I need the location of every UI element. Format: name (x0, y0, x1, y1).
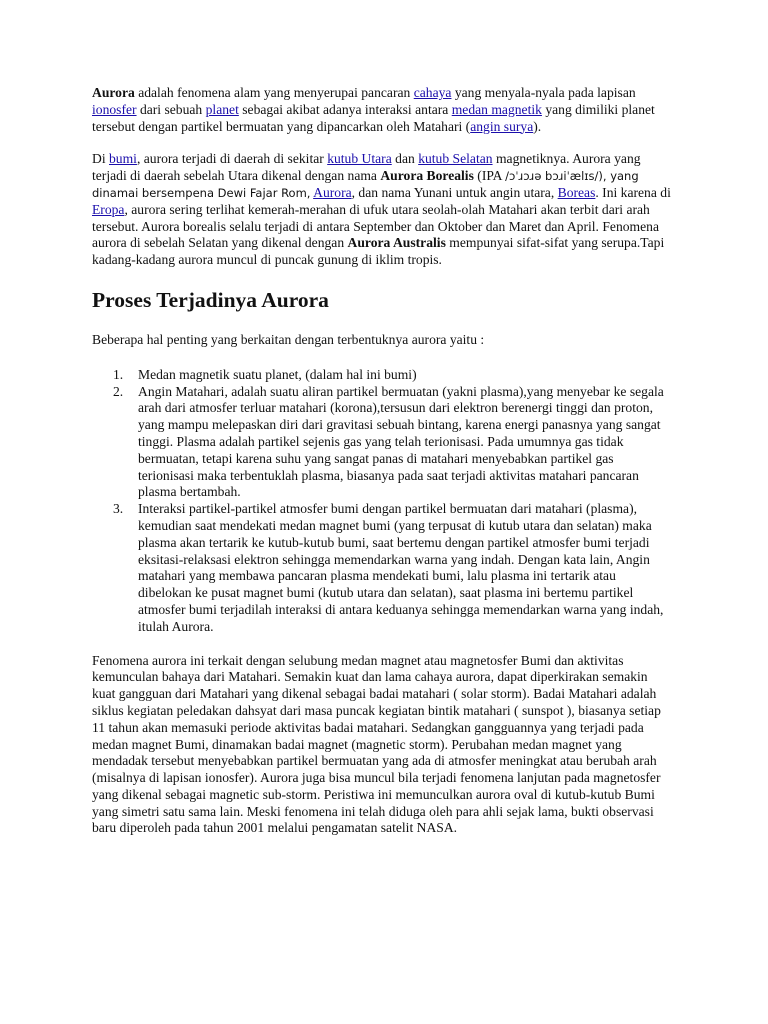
term-aurora: Aurora (92, 85, 135, 100)
section-heading: Proses Terjadinya Aurora (92, 287, 329, 312)
list-item-text: Angin Matahari, adalah suatu aliran partikel bermuatan (yakni plasma),yang menyebar ke segala arah dari atmosfer terluar matahari (korona),tersusun dari elektron berenergi tinggi dan proton, yang mampu melepaskan diri dari gravitasi sebuah bintang, karena energi panasnya yang sangat tinggi. Plasma adalah partikel sejenis gas yang telah terionisasi. Pada umumnya gas tidak bermuatan, tetapi karena suhu yang sangat panas di matahari menyebabkan partikel gas terionisasi maka terbentuklah plasma, biasanya pada saat terjadi aktivitas matahari pancaran plasma bertambah. (138, 383, 664, 500)
link-bumi[interactable]: bumi (109, 151, 137, 167)
text-run: (IPA (473, 168, 506, 184)
text-run: yang dimiliki planet tersebut dengan partikel bermuatan yang dipancarkan oleh Matahari ( (92, 101, 655, 134)
link-kutub-selatan[interactable]: kutub Selatan (418, 151, 493, 167)
text-run: magnetiknya. Aurora yang terjadi di daerah sebelah Utara dikenal dengan nama (92, 151, 641, 184)
text-run: adalah fenomena alam yang menyerupai pancaran (134, 85, 414, 100)
list-item (92, 501, 672, 635)
list-item-number: 2. (113, 383, 124, 399)
list-item-text: Interaksi partikel-partikel atmosfer bumi dengan partikel bermuatan dari matahari (plasma), kemudian saat mendekati medan magnet bumi (yang terpusat di kutub utara dan selatan) maka plasma akan tertarik ke kutub-kutub bumi, saat bertemu dengan partikel atmosfer bumi terjadi eksitasi-relaksasi elektron sehingga memendarkan warna yang indah. Dengan kata lain, Angin matahari yang membawa pancaran plasma mendekati bumi, lalu plasma ini tertarik atau dibelokan ke pusat magnet bumi (kutub utara dan selatan), saat plasma ini bertemu partikel atmosfer bumi terjadilah interaksi di antara keduanya sehingga memendarkan warna yang indah, itulah Aurora. (138, 501, 664, 634)
text-run: ). (533, 118, 542, 134)
text-run: , aurora sering terlihat kemerah-merahan di ufuk utara seolah-olah Matahari akan terbit dari arah tersebut. Aurora borealis selalu terjadi di antara September dan Oktober dan Maret dan April. Fenomena aurora di sebelah Selatan yang dikenal dengan (92, 201, 659, 251)
list-intro: Beberapa hal penting yang berkaitan dengan terbentuknya aurora yaitu : (92, 331, 485, 347)
numbered-list (92, 367, 672, 636)
term-aurora-australis: Aurora Australis (347, 235, 446, 251)
paragraph-aurora-definition (92, 85, 672, 135)
text-run: , dan nama Yunani untuk angin utara, (351, 184, 558, 200)
link-medan-magnetik[interactable]: medan magnetik (451, 101, 542, 117)
paragraph-aurora-location (92, 151, 672, 269)
list-item (92, 384, 672, 502)
list-item (92, 367, 672, 384)
list-item-number: 3. (113, 501, 124, 517)
text-run: dari sebuah (136, 101, 206, 117)
paragraph-aurora-storms: Fenomena aurora ini terkait dengan selubung medan magnet atau magnetosfer Bumi dan aktivitas kemunculan bahaya dari Matahari. Semakin kuat dan lama cahaya aurora, dapat diperkirakan semakin kuat gangguan dari Matahari yang dikenal sebagai badai matahari ( solar storm). Badai Matahari adalah siklus kegiatan peledakan dahsyat dari masa puncak kegiatan bintik matahari ( sunspot ), biasanya setiap 11 tahun akan memasuki periode aktivitas badai matahari. Sedangkan gangguannya yang terjadi pada medan magnet Bumi, dinamakan badai magnet (magnetic storm). Perubahan medan magnet yang mendadak tersebut menyebabkan partikel bermuatan yang ada di atmosfer meningkat atau berubah arah (misalnya di lapisan ionosfer). Aurora juga bisa muncul bila terjadi fenomena lanjutan pada magnetosfer yang dikenal sebagai magnetic sub-storm. Peristiwa ini memunculkan aurora oval di kutub-kutub Bumi yang simetri satu sama lain. Meski fenomena ini telah diduga oleh para ahli sejak lama, bukti observasi baru diperoleh pada tahun 2001 melalui pengamatan satelit NASA. (92, 652, 661, 836)
text-run: dan (391, 151, 419, 167)
link-boreas[interactable]: Boreas (557, 184, 596, 200)
text-run: , aurora terjadi di daerah di sekitar (136, 151, 328, 167)
ipa-pronunciation: /ɔˈɹɔɹə bɔɹiˈælɪs/), yang dinamai bersempena Dewi Fajar Rom, (92, 169, 639, 200)
link-eropa[interactable]: Eropa (92, 201, 125, 217)
text-run: yang menyala-nyala pada lapisan (451, 85, 636, 100)
document-page (92, 85, 672, 837)
text-run: sebagai akibat adanya interaksi antara (238, 101, 452, 117)
text-run: Di (92, 151, 109, 167)
term-aurora-borealis: Aurora Borealis (380, 168, 474, 184)
link-angin-surya[interactable]: angin surya (470, 118, 534, 134)
list-item-number: 1. (113, 366, 124, 382)
link-planet[interactable]: planet (205, 101, 239, 117)
link-cahaya[interactable]: cahaya (413, 85, 452, 100)
link-ionosfer[interactable]: ionosfer (92, 101, 137, 117)
link-aurora[interactable]: Aurora (313, 184, 352, 200)
link-kutub-utara[interactable]: kutub Utara (327, 151, 392, 167)
text-run: . Ini karena di (595, 184, 671, 200)
text-run: mempunyai sifat-sifat yang serupa.Tapi kadang-kadang aurora muncul di puncak gunung di iklim tropis. (92, 235, 665, 268)
list-item-text: Medan magnetik suatu planet, (dalam hal ini bumi) (138, 366, 417, 382)
